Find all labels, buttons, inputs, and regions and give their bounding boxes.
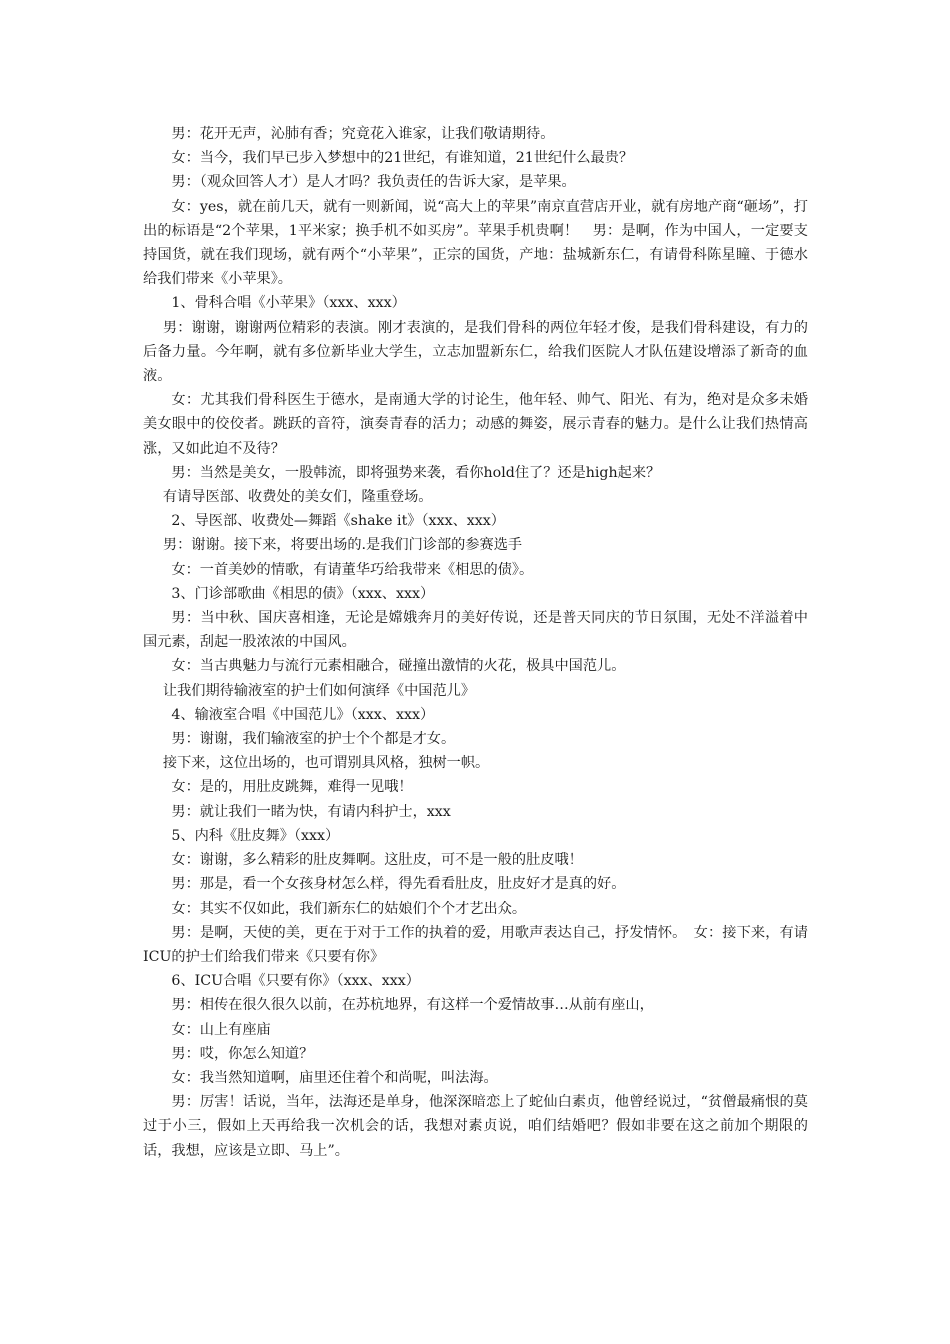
paragraph-14: 男：当中秋、国庆喜相逢，无论是嫦娥奔月的美好传说，还是普天同庆的节日氛围，无处不洋溢着中国元素，刮起一股浓浓的中国风。 (143, 610, 808, 651)
paragraph-21: 男：就让我们一睹为快，有请内科护士，xxx (171, 803, 451, 820)
paragraph-29: 女：山上有座庙 (171, 1021, 271, 1038)
paragraph-20: 女：是的，用肚皮跳舞，难得一见哦！ (171, 779, 413, 796)
paragraph-7: 女：尤其我们骨科医生于德水，是南通大学的讨论生，他年轻、帅气、阳光、有为，绝对是众多未婚美女眼中的佼佼者。跳跃的音符，演奏青春的活力；动感的舞姿，展示青春的魅力。是什么让我们热情高涨，又如此迫不及待？ (143, 392, 808, 457)
paragraph-4: 女：yes，就在前几天，就有一则新闻，说“高大上的苹果”南京直营店开业，就有房地产商“砸场”，打出的标语是“2个苹果，1平米家；换手机不如买房”。苹果手机贵啊！ 男：是啊，作为中国人，一定要支持国货，就在我们现场，就有两个“小苹果”，正宗的国货，产地：盐城新东仁，有请骨科陈星瞳、于德水给我们带来《小苹果》。 (143, 198, 808, 288)
document-body (143, 122, 808, 1163)
paragraph-16: 让我们期待输液室的护士们如何演绎《中国范儿》 (162, 682, 476, 699)
program-item-1: 1、骨科合唱《小苹果》（xxx、xxx） (171, 295, 406, 312)
program-item-2: 2、导医部、收费处—舞蹈《shake it》（xxx、xxx） (171, 513, 505, 530)
paragraph-1: 男：花开无声，沁肺有香；究竟花入谁家，让我们敬请期待。 (171, 126, 555, 142)
paragraph-32: 男：厉害！话说，当年，法海还是单身，他深深暗恋上了蛇仙白素贞，他曾经说过，“贫僧最痛恨的莫过于小三，假如上天再给我一次机会的话，我想对素贞说，咱们结婚吧？假如非要在这之前加个期限的话，我想，应该是立即、马上”。 (143, 1094, 808, 1159)
program-item-3: 3、门诊部歌曲《相思的债》（xxx、xxx） (171, 585, 435, 602)
program-item-5: 5、内科《肚皮舞》（xxx） (171, 827, 340, 844)
paragraph-12: 女：一首美妙的情歌，有请董华巧给我带来《相思的债》。 (171, 561, 534, 578)
paragraph-28: 男：相传在很久很久以前，在苏杭地界，有这样一个爱情故事…从前有座山， (171, 997, 654, 1014)
program-item-6: 6、ICU合唱《只要有你》（xxx、xxx） (171, 973, 420, 990)
paragraph-30: 男：哎，你怎么知道？ (171, 1045, 314, 1062)
paragraph-3: 男：（观众回答人才）是人才吗？我负责任的告诉大家，是苹果。 (171, 174, 576, 191)
paragraph-25: 女：其实不仅如此，我们新东仁的姑娘们个个才艺出众。 (171, 900, 527, 917)
paragraph-15: 女：当古典魅力与流行元素相融合，碰撞出激情的火花，极具中国范儿。 (171, 658, 626, 675)
paragraph-18: 男：谢谢，我们输液室的护士个个都是才女。 (171, 731, 456, 748)
paragraph-2: 女：当今，我们早已步入梦想中的21世纪，有谁知道，21世纪什么最贵？ (171, 150, 634, 167)
paragraph-31: 女：我当然知道啊，庙里还住着个和尚呢，叫法海。 (171, 1069, 498, 1086)
paragraph-19: 接下来，这位出场的，也可谓别具风格，独树一帜。 (162, 755, 490, 772)
paragraph-8: 男：当然是美女，一股韩流，即将强势来袭，看你hold住了？还是high起来？ (171, 464, 661, 481)
paragraph-26: 男：是啊，天使的美，更在于对于工作的执着的爱，用歌声表达自己，抒发情怀。 女：接下来，有请ICU的护士们给我们带来《只要有你》 (143, 924, 808, 965)
paragraph-9: 有请导医部、收费处的美女们，隆重登场。 (162, 489, 433, 506)
paragraph-24: 男：那是，看一个女孩身材怎么样，得先看看肚皮，肚皮好才是真的好。 (171, 876, 626, 893)
program-item-4: 4、输液室合唱《中国范儿》（xxx、xxx） (171, 706, 435, 723)
paragraph-6: 男：谢谢，谢谢两位精彩的表演。刚才表演的，是我们骨科的两位年轻才俊，是我们骨科建设，有力的后备力量。今年啊，就有多位新毕业大学生，立志加盟新东仁，给我们医院人才队伍建设增添了新奇的血液。 (143, 319, 808, 385)
paragraph-11: 男：谢谢。接下来，将要出场的.是我们门诊部的参赛选手 (162, 537, 523, 554)
paragraph-23: 女：谢谢，多么精彩的肚皮舞啊。这肚皮，可不是一般的肚皮哦！ (171, 852, 583, 869)
